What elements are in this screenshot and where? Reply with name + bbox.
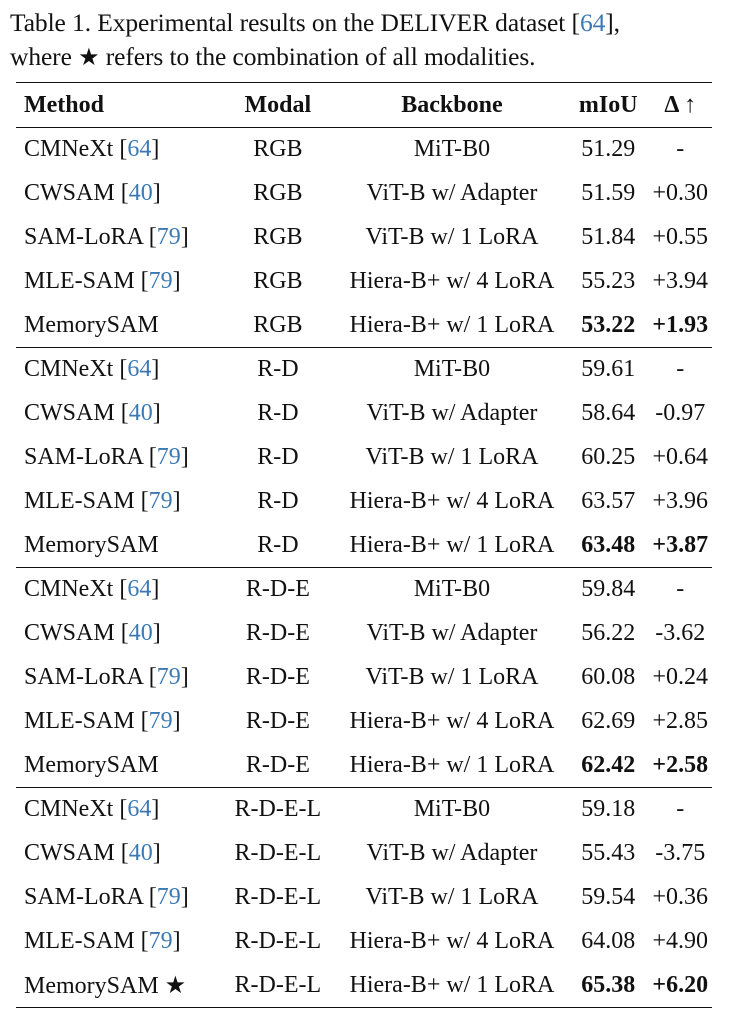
cell-backbone: MiT-B0 (413, 796, 491, 823)
cell-miou: 65.38 (581, 971, 636, 998)
method-name: CWSAM (24, 840, 115, 867)
table-row (16, 963, 712, 1007)
table-row (16, 479, 712, 523)
caption-prefix: Table 1. Experimental results on the DELIVER dataset [ (10, 8, 580, 37)
cell-modal: R-D-E-L (234, 971, 322, 998)
method-name: SAM-LoRA (24, 223, 143, 250)
cell-modal: R-D (257, 487, 299, 514)
table-row (16, 699, 712, 743)
cell-method: CMNeXt [64] (24, 136, 160, 163)
cell-method: CMNeXt [64] (24, 796, 160, 823)
cell-modal: R-D-E-L (234, 840, 322, 867)
citation-link[interactable]: 79 (156, 883, 181, 910)
citation-link[interactable]: 64 (127, 796, 152, 823)
table-row (16, 787, 712, 831)
cell-modal: R-D-E (245, 576, 310, 603)
table-row (16, 303, 712, 347)
method-name: MemorySAM (24, 972, 159, 999)
table-caption (10, 6, 725, 74)
method-name: MemorySAM (24, 751, 159, 778)
cell-backbone: Hiera-B+ w/ 1 LoRA (349, 971, 555, 998)
cell-method: CWSAM [40] (24, 180, 161, 207)
cell-delta: +6.20 (652, 971, 709, 998)
cell-modal: RGB (253, 180, 303, 207)
cell-miou: 58.64 (581, 400, 636, 427)
cell-miou: 60.25 (581, 443, 636, 470)
cell-modal: RGB (253, 311, 303, 338)
cell-delta: - (676, 356, 685, 383)
cell-miou: 59.18 (581, 796, 636, 823)
cell-miou: 63.48 (581, 531, 636, 558)
method-name: CMNeXt (24, 356, 114, 383)
cell-modal: R-D-E-L (234, 796, 322, 823)
cell-method: CMNeXt [64] (24, 356, 160, 383)
caption-line2-end: refers to the combination of all modalities. (99, 42, 536, 71)
cell-backbone: MiT-B0 (413, 576, 491, 603)
citation-link[interactable]: 79 (148, 267, 173, 294)
cell-miou: 59.54 (581, 883, 636, 910)
cell-method: SAM-LoRA [79] (24, 223, 189, 250)
table-row (16, 259, 712, 303)
table-body (16, 128, 712, 1008)
cell-modal: R-D (257, 356, 299, 383)
table-row (16, 128, 712, 172)
cell-backbone: ViT-B w/ Adapter (366, 400, 538, 427)
cell-delta: -3.62 (655, 620, 706, 647)
cell-method: CWSAM [40] (24, 620, 161, 647)
cell-method (16, 743, 220, 787)
citation-link[interactable]: 79 (148, 487, 173, 514)
header-miou: mIoU (578, 91, 638, 118)
table-row (16, 216, 712, 260)
table-row (16, 919, 712, 963)
cell-backbone: Hiera-B+ w/ 1 LoRA (349, 751, 555, 778)
cell-miou: 62.42 (581, 751, 636, 778)
cell-miou: 51.84 (581, 223, 636, 250)
method-name: CWSAM (24, 400, 115, 427)
cell-backbone: MiT-B0 (413, 136, 491, 163)
method-name: CWSAM (24, 180, 115, 207)
cell-miou: 55.43 (581, 840, 636, 867)
cell-method: MLE-SAM [79] (24, 927, 181, 954)
cell-miou: 64.08 (581, 927, 636, 954)
table-row (16, 876, 712, 920)
cell-modal: RGB (253, 267, 303, 294)
cell-delta: +2.58 (652, 751, 709, 778)
header-backbone: Backbone (401, 91, 503, 118)
cell-delta: +0.30 (652, 180, 709, 207)
citation-link[interactable]: 64 (127, 576, 152, 603)
method-name: MLE-SAM (24, 487, 135, 514)
table-header-row (16, 83, 712, 128)
cell-delta: +3.87 (652, 531, 709, 558)
cell-method: MLE-SAM [79] (24, 267, 181, 294)
table-row (16, 436, 712, 480)
cell-backbone: ViT-B w/ Adapter (366, 620, 538, 647)
cell-backbone: Hiera-B+ w/ 1 LoRA (349, 531, 555, 558)
citation-link[interactable]: 79 (148, 927, 173, 954)
citation-link[interactable]: 64 (127, 136, 152, 163)
cell-modal: RGB (253, 223, 303, 250)
table-row (16, 172, 712, 216)
cell-backbone: ViT-B w/ 1 LoRA (365, 663, 539, 690)
cell-delta: +3.94 (652, 267, 709, 294)
cell-method: SAM-LoRA [79] (24, 883, 189, 910)
cell-delta: +0.36 (652, 883, 709, 910)
cell-modal: R-D-E-L (234, 927, 322, 954)
cell-delta: +4.90 (652, 927, 709, 954)
cell-modal: R-D-E (245, 707, 310, 734)
cell-delta: -0.97 (655, 400, 706, 427)
method-name: SAM-LoRA (24, 443, 143, 470)
star-icon: ★ (78, 43, 100, 71)
cell-modal: R-D (257, 400, 299, 427)
method-name: MLE-SAM (24, 927, 135, 954)
cell-backbone: Hiera-B+ w/ 4 LoRA (349, 927, 555, 954)
cell-method: SAM-LoRA [79] (24, 443, 189, 470)
cell-backbone: ViT-B w/ Adapter (366, 840, 538, 867)
cell-method (16, 963, 220, 1007)
citation-link[interactable]: 64 (127, 356, 152, 383)
cell-backbone: Hiera-B+ w/ 1 LoRA (349, 311, 555, 338)
cell-miou: 59.61 (581, 356, 636, 383)
table-row (16, 392, 712, 436)
cell-backbone: Hiera-B+ w/ 4 LoRA (349, 707, 555, 734)
cell-method: CWSAM [40] (24, 400, 161, 427)
cell-backbone: Hiera-B+ w/ 4 LoRA (349, 487, 555, 514)
cell-modal: R-D-E (245, 620, 310, 647)
cell-method: CMNeXt [64] (24, 576, 160, 603)
table-row (16, 567, 712, 611)
cell-miou: 55.23 (581, 267, 636, 294)
cell-delta: +0.24 (652, 663, 709, 690)
cell-delta: +2.85 (652, 707, 709, 734)
table-row (16, 347, 712, 391)
citation-link[interactable]: 79 (148, 707, 173, 734)
cell-delta: - (676, 576, 685, 603)
cell-backbone: ViT-B w/ Adapter (366, 180, 538, 207)
cell-modal: R-D-E-L (234, 883, 322, 910)
cell-backbone: Hiera-B+ w/ 4 LoRA (349, 267, 555, 294)
method-name: MemorySAM (24, 311, 159, 338)
citation-link[interactable]: 79 (156, 223, 181, 250)
method-name: MemorySAM (24, 531, 159, 558)
caption-middle: ], (605, 8, 620, 37)
header-method: Method (24, 91, 104, 118)
cell-method: CWSAM [40] (24, 840, 161, 867)
cell-miou: 51.29 (581, 136, 636, 163)
method-name: SAM-LoRA (24, 883, 143, 910)
table-row (16, 656, 712, 700)
cell-method (16, 523, 220, 567)
cell-backbone: ViT-B w/ 1 LoRA (365, 223, 539, 250)
cell-delta: - (676, 796, 685, 823)
cell-method: MLE-SAM [79] (24, 487, 181, 514)
cell-backbone: ViT-B w/ 1 LoRA (365, 883, 539, 910)
cell-miou: 59.84 (581, 576, 636, 603)
cell-modal: R-D-E (245, 663, 310, 690)
citation-link[interactable]: 79 (156, 443, 181, 470)
citation-link[interactable]: 40 (128, 840, 153, 867)
cell-miou: 51.59 (581, 180, 636, 207)
citation-link[interactable]: 40 (128, 180, 153, 207)
cell-miou: 56.22 (581, 620, 636, 647)
cell-delta: +1.93 (652, 311, 709, 338)
table-row (16, 832, 712, 876)
caption-citation-link[interactable]: 64 (579, 8, 606, 37)
method-name: MLE-SAM (24, 267, 135, 294)
method-name: CWSAM (24, 620, 115, 647)
caption-line2-start: where (10, 42, 79, 71)
cell-method (16, 303, 220, 347)
table-row (16, 612, 712, 656)
method-name: CMNeXt (24, 136, 114, 163)
cell-miou: 53.22 (581, 311, 636, 338)
cell-delta: +3.96 (652, 487, 709, 514)
cell-modal: R-D (257, 443, 299, 470)
cell-delta: -3.75 (655, 840, 706, 867)
cell-delta: +0.55 (652, 223, 709, 250)
citation-link[interactable]: 40 (128, 620, 153, 647)
cell-backbone: MiT-B0 (413, 356, 491, 383)
table-row (16, 523, 712, 567)
header-delta: Δ ↑ (664, 91, 697, 118)
citation-link[interactable]: 79 (156, 663, 181, 690)
citation-link[interactable]: 40 (128, 400, 153, 427)
results-table (16, 82, 712, 1008)
table-row (16, 743, 712, 787)
cell-backbone: ViT-B w/ 1 LoRA (365, 443, 539, 470)
header-modal: Modal (244, 91, 312, 118)
cell-method: SAM-LoRA [79] (24, 663, 189, 690)
cell-modal: R-D-E (245, 751, 310, 778)
method-name: MLE-SAM (24, 707, 135, 734)
star-icon: ★ (164, 970, 187, 999)
cell-method: MLE-SAM [79] (24, 707, 181, 734)
cell-delta: - (676, 136, 685, 163)
method-name: CMNeXt (24, 796, 114, 823)
cell-modal: R-D (257, 531, 299, 558)
cell-modal: RGB (253, 136, 303, 163)
cell-miou: 60.08 (581, 663, 636, 690)
method-name: SAM-LoRA (24, 663, 143, 690)
cell-delta: +0.64 (652, 443, 709, 470)
method-name: CMNeXt (24, 576, 114, 603)
cell-miou: 63.57 (581, 487, 636, 514)
cell-miou: 62.69 (581, 707, 636, 734)
